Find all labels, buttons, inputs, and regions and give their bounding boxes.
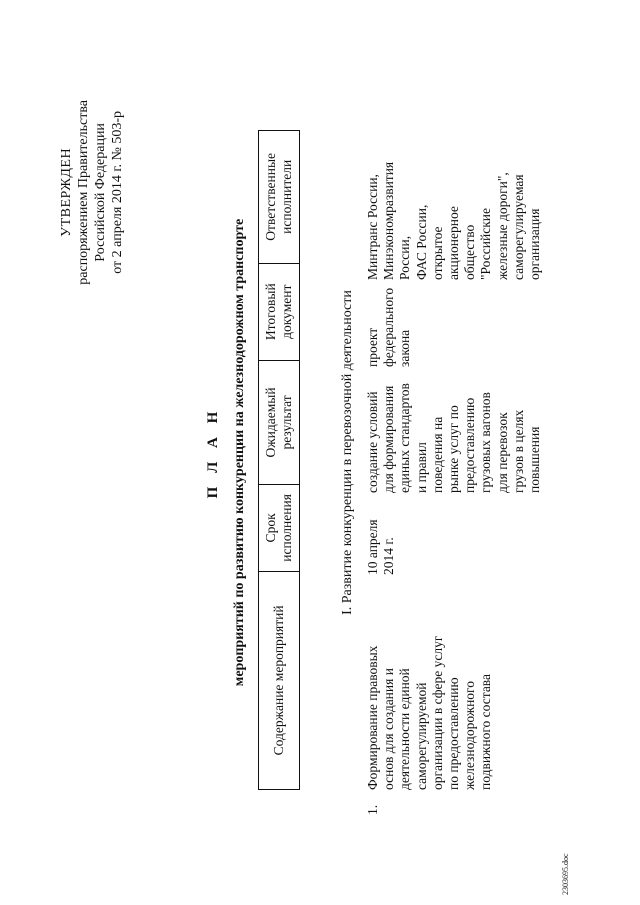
row-document [365, 287, 414, 367]
responsible-line: общество [462, 224, 478, 280]
header-responsible-label: исполнители [279, 159, 294, 234]
result-line: грузов в целях [510, 409, 526, 493]
header-term-label: Срок [263, 513, 278, 543]
document-line: закона [397, 329, 413, 367]
header-responsible [259, 131, 300, 264]
content-line: саморегулируемой [413, 682, 429, 790]
header-result [259, 360, 300, 484]
term-line: 10 апреля [365, 519, 380, 575]
header-document [259, 263, 300, 360]
approval-date: от 2 апреля 2014 г. № 503-р [110, 110, 125, 274]
row-result [365, 369, 543, 493]
plan-subtitle: мероприятий по развитию конкуренции на железнодорожном транспорте [232, 218, 247, 687]
header-term [259, 485, 300, 572]
responsible-line: акционерное [446, 206, 462, 280]
approval-stamp [58, 100, 126, 285]
responsible-line: саморегулируемая [510, 174, 526, 280]
responsible-line: России, [397, 235, 413, 280]
result-line: грузовых вагонов [478, 392, 494, 493]
responsible-line: "Российские [478, 208, 494, 280]
header-term-label: исполнения [279, 494, 294, 562]
result-line: поведения на [429, 416, 445, 493]
header-result-label: Ожидаемый [263, 387, 278, 458]
responsible-line: ФАС России, [413, 204, 429, 280]
document-line: федерального [381, 287, 397, 367]
document-line: проект [365, 327, 380, 367]
responsible-line: организация [527, 208, 543, 280]
responsible-line: Минэкономразвития [381, 161, 397, 280]
content-line: железнодорожного [462, 681, 478, 790]
row-term [365, 505, 397, 575]
content-line: деятельности единой [397, 668, 413, 790]
content-line: основ для создания и [381, 668, 397, 790]
header-document-label: документ [279, 284, 294, 339]
row-number: 1. [365, 804, 380, 815]
section-heading: I. Развитие конкуренции в перевозочной деятельности [340, 290, 355, 615]
header-document-label: Итоговый [263, 283, 278, 341]
result-line: для перевозок [494, 412, 510, 493]
content-line: Формирование правовых [365, 645, 380, 790]
approval-title: УТВЕРЖДЕН [59, 147, 74, 237]
row-content [365, 635, 495, 790]
plan-title: П Л А Н [205, 406, 221, 499]
result-line: рынке услуг по [446, 405, 462, 493]
document-id: 2303695.doc [561, 853, 570, 895]
result-line: для формирования [381, 385, 397, 493]
header-result-label: результат [279, 395, 294, 450]
content-line: по предоставлению [446, 677, 462, 790]
plan-table-header [258, 130, 300, 790]
header-content [259, 571, 300, 789]
header-responsible-label: Ответственные [263, 152, 278, 241]
responsible-line: Минтранс России, [365, 174, 380, 280]
row-responsible [365, 140, 543, 280]
result-line: единых стандартов [397, 383, 413, 493]
result-line: повышения [527, 426, 543, 493]
result-line: и правил [413, 442, 429, 493]
approval-line: Российской Федерации [93, 123, 108, 262]
responsible-line: открытое [429, 226, 445, 280]
result-line: предоставлению [462, 397, 478, 493]
header-content-label: Содержание мероприятий [271, 605, 286, 756]
approval-line: распоряжением Правительства [76, 100, 91, 285]
result-line: создание условий [365, 391, 380, 493]
term-line: 2014 г. [381, 537, 397, 575]
responsible-line: железные дороги", [494, 172, 510, 280]
content-line: организации в сфере услуг [429, 635, 445, 790]
content-line: подвижного состава [478, 674, 494, 790]
